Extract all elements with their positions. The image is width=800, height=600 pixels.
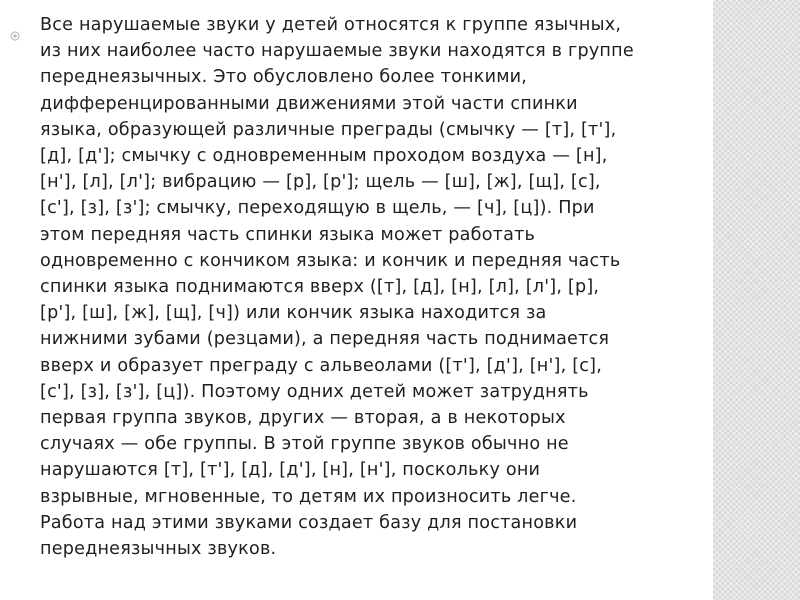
circle-bullet-icon: [10, 31, 20, 41]
slide-body-text: Все нарушаемые звуки у детей относятся к группе язычных, из них наиболее часто нарушаемые звуки находятся в группе переднеязычных. Это обусловлено более тонкими, дифференцированными движениями этой части спинки языка, образующей различные преграды (смычку — [т], [т'], [д], [д']; смычку с одновременным проходом воздуха — [н], [н'], [л], [л']; вибрацию — [р], [р']; щель — [ш], [ж], [щ], [с], [с'], [з], [з']; смычку, переходящую в щель, — [ч], [ц]). При этом передняя часть спинки языка может работать одновременно с кончиком языка: и кончик и передняя часть спинки языка поднимаются вверх ([т], [д], [н], [л], [л'], [р], [р'], [ш], [ж], [щ], [ч]) или кончик языка находится за нижними зубами (резцами), а передняя часть поднимается вверх и образует преграду с альвеолами ([т'], [д'], [н'], [с], [с'], [з], [з'], [ц]). Поэтому одних детей может затруднять первая группа звуков, других — вторая, а в некоторых случаях — обе группы. В этой группе звуков обычно не нарушаются [т], [т'], [д], [д'], [н], [н'], поскольку они взрывные, мгновенные, то детям их произносить легче. Работа над этими звуками создает базу для постановки переднеязычных звуков.: [40, 15, 634, 560]
decorative-side-band: [713, 0, 800, 600]
